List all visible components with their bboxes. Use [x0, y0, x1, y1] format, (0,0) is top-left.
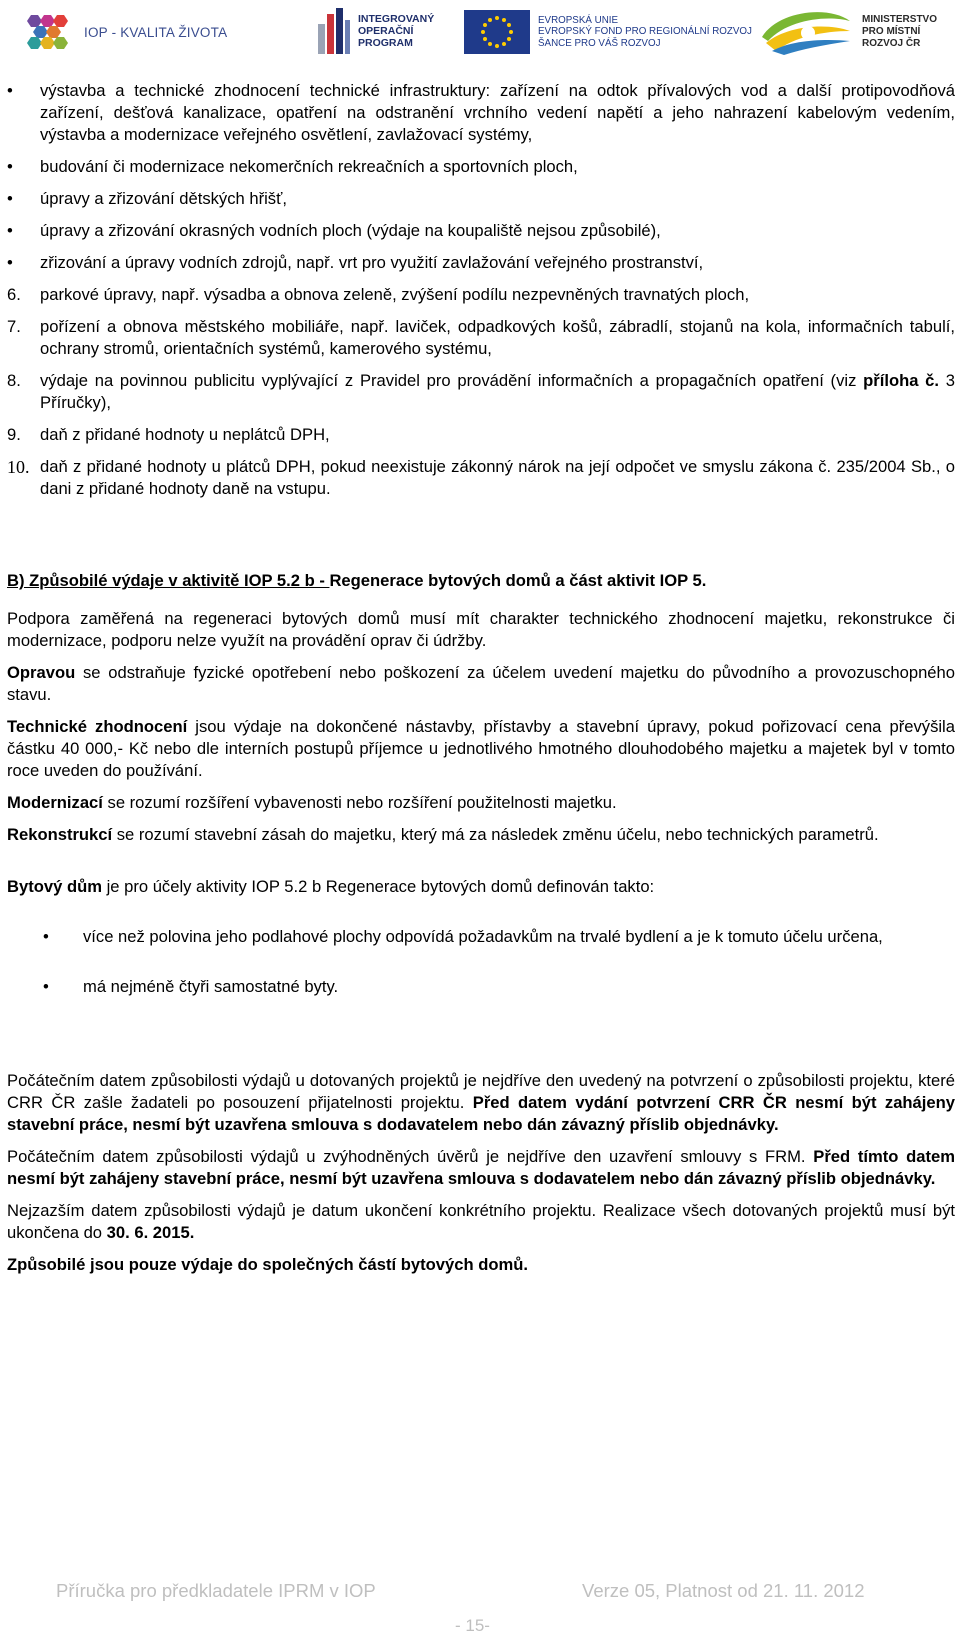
- iop-program-line: PROGRAM: [358, 37, 413, 49]
- logo-bar: [0, 0, 960, 62]
- definition-text: se rozumí rozšíření vybavenosti nebo rozšíření použitelnosti majetku.: [102, 793, 617, 812]
- definition-term: Bytový dům: [7, 877, 102, 896]
- list-item: [7, 284, 955, 306]
- list-item: [7, 316, 955, 360]
- hexagon-cluster-icon: [22, 12, 76, 52]
- iop-kvalita-zivota-logo: [22, 12, 227, 52]
- loan-date-paragraph: [7, 1146, 955, 1190]
- list-item: [7, 456, 955, 500]
- list-item-text: budování či modernizace nekomerčních rekreačních a sportovních ploch,: [40, 157, 578, 176]
- eu-text-line: EVROPSKÝ FOND PRO REGIONÁLNÍ ROZVOJ: [538, 26, 752, 38]
- paragraph-text: Nejzazším datem způsobilosti výdajů je datum ukončení konkrétního projektu. Realizace všech dotovaných projektů musí být ukončena do: [7, 1201, 955, 1242]
- list-item-text: výdaje na povinnou publicitu vyplývající z Pravidel pro provádění informačních a propagačních opatření (viz: [40, 371, 864, 390]
- section-heading: [7, 570, 955, 592]
- start-date-paragraph: [7, 1070, 955, 1136]
- eu-text: [538, 15, 752, 50]
- list-item: [7, 370, 955, 414]
- definition-paragraph: [7, 662, 955, 706]
- eu-text-line: ŠANCE PRO VÁŠ ROZVOJ: [538, 37, 661, 49]
- mmr-swoosh-icon: [758, 7, 854, 57]
- document-body: [7, 80, 955, 1286]
- eu-text-line: EVROPSKÁ UNIE: [538, 14, 619, 26]
- mmr-text: [862, 14, 937, 50]
- list-item-text: úpravy a zřizování dětských hřišť,: [40, 189, 287, 208]
- eu-logo: [464, 10, 752, 54]
- definition-term: Opravou: [7, 663, 76, 682]
- mmr-text-line: MINISTERSTVO: [862, 14, 938, 25]
- list-item: [7, 156, 955, 178]
- list-item-text: více než polovina jeho podlahové plochy odpovídá požadavkům na trvalé bydlení a je k tomuto účelu určena,: [83, 927, 883, 946]
- paragraph-bold: Způsobilé jsou pouze výdaje do společných částí bytových domů.: [7, 1255, 528, 1274]
- page-number: - 15-: [455, 1616, 490, 1635]
- footer-version: Verze 05, Platnost od 21. 11. 2012: [582, 1580, 865, 1601]
- list-item: [7, 252, 955, 274]
- list-item-text: zřizování a úpravy vodních zdrojů, např. vrt pro využití zavlažování veřejného prostranství,: [40, 253, 704, 272]
- iop-bars-icon: [316, 6, 352, 56]
- number-marker: 10.: [7, 457, 30, 477]
- list-item-text: výstavba a technické zhodnocení technické infrastruktury: zařízení na odtok přívalových vod a další protipovodňová zařízení, dešťová kanalizace, opatření na odstranění vrchního vedení napětí a jeho nahrazení kabelovým vedením, výstavba a modernizace veřejného osvětlení, zavlažovací systémy,: [40, 81, 955, 144]
- list-item: [7, 220, 955, 242]
- number-marker: 7.: [7, 317, 21, 336]
- iop-program-line: OPERAČNÍ: [358, 25, 414, 37]
- bytovy-dum-definition: [7, 876, 955, 898]
- number-marker: 9.: [7, 425, 21, 444]
- appendix-reference: příloha č.: [863, 371, 940, 390]
- number-marker: 6.: [7, 285, 21, 304]
- bullet-marker: •: [7, 157, 13, 176]
- list-item-text: úpravy a zřizování okrasných vodních ploch (výdaje na koupaliště nejsou způsobilé),: [40, 221, 661, 240]
- list-item: [7, 80, 955, 146]
- section-heading-rest: Regenerace bytových domů a část aktivit IOP 5.: [329, 571, 707, 590]
- bullet-marker: •: [43, 977, 49, 996]
- paragraph-bold: Před tímto datem nesmí být zahájeny stavební práce, nesmí být uzavřena smlouva s dodavatelem nebo dán závazný příslib objednávky.: [7, 1147, 955, 1188]
- list-item: [7, 926, 955, 948]
- integrovany-operacni-program-logo: [316, 6, 434, 56]
- list-item: [7, 188, 955, 210]
- iop-program-text: [358, 13, 434, 49]
- list-item-text: daň z přidané hodnoty u neplátců DPH,: [40, 425, 330, 444]
- definition-term: Technické zhodnocení: [7, 717, 188, 736]
- bullet-marker: •: [7, 189, 13, 208]
- definition-paragraph: [7, 792, 955, 814]
- list-item-text: 3 Příručky),: [40, 371, 956, 412]
- definition-text: se rozumí stavební zásah do majetku, který má za následek změnu účelu, nebo technických parametrů.: [112, 825, 879, 844]
- paragraph-bold: 30. 6. 2015.: [106, 1223, 195, 1242]
- end-date-paragraph: [7, 1200, 955, 1244]
- intro-paragraph: Podpora zaměřená na regeneraci bytových domů musí mít charakter technického zhodnocení majetku, rekonstrukce či modernizace, podporu nelze využít na provádění oprav či údržby.: [7, 609, 955, 650]
- list-item-text: daň z přidané hodnoty u plátců DPH, pokud neexistuje zákonný nárok na její odpočet ve smyslu zákona č. 235/2004 Sb., o dani z přidané hodnoty daně na vstupu.: [40, 457, 955, 498]
- paragraph-bold: Před datem vydání potvrzení CRR ČR nesmí být zahájeny stavební práce, nesmí být uzavřena smlouva s dodavatelem nebo dán závazný příslib objednávky.: [7, 1093, 955, 1134]
- definition-term: Rekonstrukcí: [7, 825, 113, 844]
- mmr-text-line: PRO MÍSTNÍ: [862, 26, 921, 37]
- iop-logo-text: IOP - KVALITA ŽIVOTA: [84, 24, 228, 40]
- definition-text: je pro účely aktivity IOP 5.2 b Regenerace bytových domů definován takto:: [101, 877, 655, 896]
- section-heading-underlined: B) Způsobilé výdaje v aktivitě IOP 5.2 b -: [7, 571, 330, 590]
- definition-paragraph: [7, 824, 955, 846]
- bullet-marker: •: [43, 927, 49, 946]
- list-item: [7, 424, 955, 446]
- list-item-text: má nejméně čtyři samostatné byty.: [83, 977, 339, 996]
- common-parts-paragraph: [7, 1254, 955, 1276]
- mmr-text-line: ROZVOJ ČR: [862, 38, 921, 49]
- eligible-items-list: [7, 80, 955, 500]
- footer-document-title: Příručka pro předkladatele IPRM v IOP: [56, 1580, 376, 1601]
- bytovy-dum-conditions: [7, 926, 955, 998]
- definition-text: se odstraňuje fyzické opotřebení nebo poškození za účelem uvedení majetku do původního a provozuschopného stavu.: [7, 663, 955, 704]
- mmr-logo: [758, 6, 937, 58]
- iop-program-line: INTEGROVANÝ: [358, 13, 435, 25]
- list-item-text: parkové úpravy, např. výsadba a obnova zeleně, zvýšení podílu nezpevněných travnatých ploch,: [40, 285, 750, 304]
- number-marker: 8.: [7, 371, 21, 390]
- bullet-marker: •: [7, 81, 13, 100]
- eu-flag-icon: [464, 10, 530, 54]
- paragraph-text: Počátečním datem způsobilosti výdajů u zvýhodněných úvěrů je nejdříve den uzavření smlouvy s FRM.: [7, 1147, 814, 1166]
- bullet-marker: •: [7, 221, 13, 240]
- definition-paragraph: [7, 716, 955, 782]
- definition-text: jsou výdaje na dokončené nástavby, přístavby a stavební úpravy, pokud pořizovací cena převýšila částku 40 000,- Kč nebo dle interních postupů příjemce u jednotlivého hmotného dlouhodobého majetku a majetek byl v tomto roce uveden do používání.: [7, 717, 955, 780]
- paragraph-text: Počátečním datem způsobilosti výdajů u dotovaných projektů je nejdříve den uvedený na potvrzení o způsobilosti projektu, které CRR ČR zašle žadateli po posouzení přijatelnosti projektu.: [7, 1071, 955, 1112]
- definition-term: Modernizací: [7, 793, 103, 812]
- bullet-marker: •: [7, 253, 13, 272]
- list-item: [7, 976, 955, 998]
- list-item-text: pořízení a obnova městského mobiliáře, např. laviček, odpadkových košů, zábradlí, stojanů na kola, informačních tabulí, ochrany stromů, orientačních systémů, kamerového systému,: [40, 317, 955, 358]
